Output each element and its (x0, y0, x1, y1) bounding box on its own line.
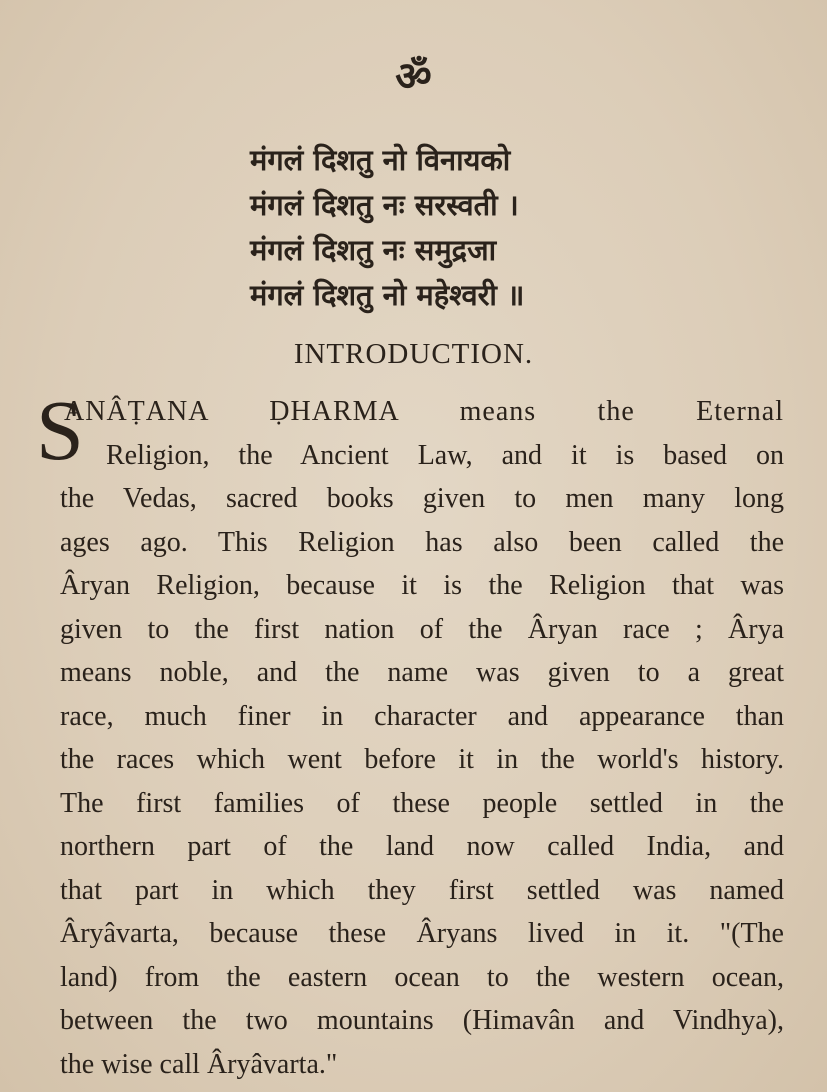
sanskrit-invocation (250, 138, 610, 318)
om-symbol: ॐ (395, 53, 432, 100)
text-line: Âryâvarta, because these Âryans lived in it. "(The (60, 918, 784, 949)
drop-cap: S (36, 382, 84, 478)
text-line: race, much finer in character and appearance than (60, 700, 784, 732)
body-paragraph (36, 382, 784, 1086)
text-line: between the two mountains (Himavân and Vindhya), (60, 1005, 784, 1036)
text-line: Âryan Religion, because it is the Religion that was (60, 570, 784, 601)
text-line: ages ago. This Religion has also been called the (60, 526, 784, 558)
text-line: the Vedas, sacred books given to men many long (60, 483, 784, 514)
text-line: Religion, the Ancient Law, and it is based on (106, 439, 784, 471)
text-line: northern part of the land now called India, and (60, 831, 784, 862)
text-line: ANÂṬANA ḌHARMA means the Eternal (64, 396, 784, 427)
text-line: the wise call Âryâvarta." (60, 1048, 338, 1080)
text-line: land) from the eastern ocean to the western ocean, (60, 961, 784, 993)
text-line: the races which went before it in the world's history. (60, 744, 784, 775)
verse-line: मंगलं दिशतु नो महेश्वरी ॥ (250, 278, 525, 312)
chapter-heading: INTRODUCTION. (293, 338, 534, 370)
verse-line: मंगलं दिशतु नः समुद्रजा (250, 233, 497, 267)
text-line: The first families of these people settled in the (60, 787, 784, 819)
verse-line: मंगलं दिशतु नः सरस्वती । (250, 188, 519, 222)
verse-line: मंगलं दिशतु नो विनायको (250, 143, 511, 177)
text-line: given to the first nation of the Âryan race ; Ârya (60, 613, 784, 645)
text-line: means noble, and the name was given to a great (60, 657, 784, 688)
text-line: that part in which they first settled was named (60, 874, 784, 906)
